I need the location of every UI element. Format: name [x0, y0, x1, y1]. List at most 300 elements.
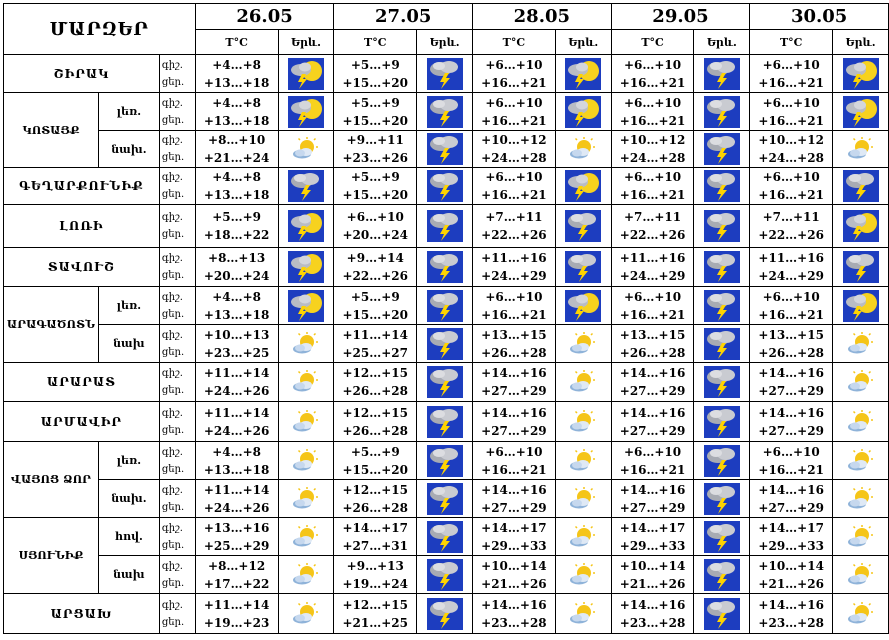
- region-row: [4, 402, 889, 442]
- temp-cell: [611, 442, 694, 480]
- partly-cloudy-icon: [291, 449, 321, 473]
- period-label: գիշ.: [161, 135, 183, 146]
- weather-icon-cell: [417, 325, 473, 363]
- day-temp: +23…+28: [758, 615, 824, 630]
- day-night-labels: [159, 518, 195, 556]
- weather-icon-cell: [694, 556, 750, 594]
- night-temp: +11…+16: [758, 251, 824, 265]
- temp-cell: [611, 363, 694, 402]
- day-temp: +27…+29: [619, 423, 686, 438]
- weather-icon-cell: [694, 325, 750, 363]
- thunderstorm-icon: [427, 521, 463, 553]
- weather-icon-cell: [555, 205, 611, 248]
- subregion-name: լեռ.: [98, 287, 159, 325]
- sun-thunderstorm-icon: [288, 96, 324, 128]
- temp-cell: [195, 556, 278, 594]
- weather-icon-cell: [417, 442, 473, 480]
- weather-icon-cell: [833, 556, 889, 594]
- weather-icon-cell: [833, 93, 889, 131]
- day-temp: +24…+29: [619, 269, 686, 283]
- weather-icon-cell: [833, 55, 889, 93]
- weather-icon-cell: [694, 55, 750, 93]
- night-temp: +13…+15: [619, 327, 686, 342]
- temp-cell: [195, 168, 278, 205]
- day-temp: +13…+18: [203, 462, 270, 477]
- day-temp: +26…+28: [481, 345, 547, 360]
- thunderstorm-icon: [427, 366, 463, 398]
- thunderstorm-icon: [427, 210, 463, 242]
- date-header: 27.05: [334, 4, 473, 30]
- night-temp: +11…+14: [203, 482, 270, 497]
- thunderstorm-icon: [704, 96, 740, 128]
- night-temp: +4…+8: [212, 95, 262, 110]
- thunderstorm-icon: [427, 406, 463, 438]
- day-night-labels: [159, 325, 195, 363]
- weather-icon-cell: [694, 442, 750, 480]
- date-header: 29.05: [611, 4, 750, 30]
- weather-icon-cell: [694, 131, 750, 168]
- temp-cell: [611, 248, 694, 287]
- temp-cell: [750, 594, 833, 634]
- thunderstorm-icon: [704, 406, 740, 438]
- temp-cell: [473, 131, 556, 168]
- temp-cell: [334, 131, 417, 168]
- region-row: [4, 248, 889, 287]
- night-temp: +6…+10: [762, 170, 820, 184]
- day-temp: +27…+29: [619, 500, 686, 515]
- night-temp: +8…+12: [208, 558, 266, 573]
- night-temp: +14…+16: [619, 597, 686, 612]
- night-temp: +10…+12: [619, 133, 686, 147]
- weather-icon-cell: [833, 402, 889, 442]
- temp-cell: [750, 442, 833, 480]
- icon-col-header: Երև.: [694, 30, 750, 55]
- night-temp: +6…+10: [485, 95, 543, 110]
- weather-icon-cell: [833, 168, 889, 205]
- temp-cell: [750, 556, 833, 594]
- temp-cell: [195, 480, 278, 518]
- weather-icon-cell: [833, 594, 889, 634]
- day-temp: +27…+29: [481, 500, 547, 515]
- day-temp: +15…+20: [342, 462, 409, 477]
- weather-icon-cell: [833, 248, 889, 287]
- night-temp: +14…+17: [758, 520, 824, 535]
- icon-col-header: Երև.: [833, 30, 889, 55]
- weather-icon-cell: [278, 168, 334, 205]
- day-night-labels: [159, 205, 195, 248]
- partly-cloudy-icon: [568, 137, 598, 161]
- night-temp: +14…+17: [481, 520, 547, 535]
- night-temp: +6…+10: [623, 95, 682, 110]
- thunderstorm-icon: [565, 210, 601, 242]
- subregion-name: նախ.: [98, 480, 159, 518]
- day-temp: +16…+21: [481, 462, 547, 477]
- period-label: գիշ.: [161, 407, 183, 419]
- thunderstorm-icon: [704, 328, 740, 360]
- temp-cell: [334, 442, 417, 480]
- weather-icon-cell: [278, 442, 334, 480]
- day-temp: +16…+21: [481, 75, 547, 90]
- day-temp: +24…+26: [203, 423, 270, 438]
- night-temp: +14…+16: [758, 482, 824, 497]
- thunderstorm-icon: [427, 133, 463, 165]
- thunderstorm-icon: [704, 290, 740, 322]
- weather-icon-cell: [417, 402, 473, 442]
- temp-col-header: T°C: [334, 30, 417, 55]
- temp-cell: [750, 402, 833, 442]
- weather-icon-cell: [417, 93, 473, 131]
- thunderstorm-icon: [704, 559, 740, 591]
- day-temp: +27…+29: [481, 423, 547, 438]
- temp-cell: [334, 402, 417, 442]
- thunderstorm-icon: [704, 366, 740, 398]
- night-temp: +11…+14: [203, 597, 270, 612]
- night-temp: +12…+15: [342, 482, 409, 497]
- period-label: գիշ.: [161, 212, 183, 223]
- period-label: ցեր.: [161, 229, 185, 240]
- weather-icon-cell: [417, 518, 473, 556]
- thunderstorm-icon: [427, 96, 463, 128]
- day-temp: +22…+26: [758, 228, 824, 242]
- region-name: ՎԱՅՈՑ ՁՈՐ: [4, 442, 99, 518]
- temp-cell: [195, 93, 278, 131]
- date-header: 28.05: [473, 4, 612, 30]
- day-temp: +24…+28: [619, 151, 686, 165]
- temp-cell: [195, 131, 278, 168]
- temp-cell: [611, 93, 694, 131]
- period-label: ցեր.: [161, 385, 185, 396]
- thunderstorm-icon: [704, 210, 740, 242]
- day-temp: +27…+29: [758, 423, 824, 438]
- temp-cell: [334, 594, 417, 634]
- temp-cell: [750, 287, 833, 325]
- temp-cell: [195, 325, 278, 363]
- day-temp: +16…+21: [619, 188, 686, 202]
- day-temp: +18…+22: [203, 228, 270, 242]
- day-night-labels: [159, 363, 195, 402]
- day-temp: +22…+26: [481, 228, 547, 242]
- weather-icon-cell: [417, 594, 473, 634]
- day-temp: +21…+26: [481, 576, 547, 591]
- region-name: ԱՐԱՐԱՏ: [4, 363, 160, 402]
- partly-cloudy-icon: [846, 449, 876, 473]
- temp-cell: [473, 248, 556, 287]
- temp-cell: [334, 248, 417, 287]
- temp-col-header: T°C: [473, 30, 556, 55]
- day-night-labels: [159, 168, 195, 205]
- weather-icon-cell: [555, 402, 611, 442]
- period-label: գիշ.: [161, 368, 183, 379]
- temp-cell: [473, 93, 556, 131]
- night-temp: +6…+10: [485, 444, 543, 459]
- weather-icon-cell: [694, 205, 750, 248]
- night-temp: +12…+15: [342, 366, 409, 380]
- day-temp: +23…+28: [481, 615, 547, 630]
- thunderstorm-icon: [427, 598, 463, 630]
- day-temp: +26…+28: [619, 345, 686, 360]
- region-row: [4, 325, 889, 363]
- temp-col-header: T°C: [611, 30, 694, 55]
- partly-cloudy-icon: [568, 410, 598, 434]
- period-label: գիշ.: [161, 329, 183, 341]
- night-temp: +10…+14: [481, 558, 547, 573]
- day-temp: +21…+24: [203, 151, 270, 165]
- weather-icon-cell: [555, 131, 611, 168]
- partly-cloudy-icon: [568, 370, 598, 394]
- day-temp: +20…+24: [342, 228, 409, 242]
- temp-cell: [473, 168, 556, 205]
- sun-thunderstorm-icon: [843, 58, 879, 90]
- day-temp: +27…+29: [619, 384, 686, 398]
- temp-cell: [473, 325, 556, 363]
- region-row: [4, 442, 889, 480]
- temp-cell: [334, 287, 417, 325]
- weather-icon-cell: [833, 518, 889, 556]
- night-temp: +6…+10: [623, 170, 682, 184]
- sun-thunderstorm-icon: [288, 290, 324, 322]
- weather-icon-cell: [694, 93, 750, 131]
- night-temp: +5…+9: [350, 95, 400, 110]
- day-temp: +16…+21: [758, 307, 824, 322]
- weather-icon-cell: [694, 248, 750, 287]
- partly-cloudy-icon: [846, 487, 876, 511]
- temp-cell: [195, 594, 278, 634]
- weather-icon-cell: [555, 93, 611, 131]
- night-temp: +14…+16: [481, 366, 547, 380]
- temp-cell: [611, 287, 694, 325]
- period-label: ցեր.: [161, 76, 185, 88]
- day-temp: +16…+21: [758, 113, 824, 128]
- period-label: գիշ.: [161, 172, 183, 183]
- temp-cell: [195, 363, 278, 402]
- temp-cell: [473, 363, 556, 402]
- day-temp: +13…+18: [203, 113, 270, 128]
- weather-icon-cell: [555, 556, 611, 594]
- thunderstorm-icon: [427, 251, 463, 283]
- night-temp: +6…+10: [623, 289, 682, 304]
- weather-icon-cell: [278, 556, 334, 594]
- day-night-labels: [159, 594, 195, 634]
- day-temp: +16…+21: [619, 113, 686, 128]
- day-temp: +21…+25: [342, 615, 409, 630]
- temp-cell: [195, 248, 278, 287]
- day-temp: +16…+21: [619, 75, 686, 90]
- night-temp: +10…+14: [619, 558, 686, 573]
- partly-cloudy-icon: [568, 487, 598, 511]
- weather-icon-cell: [555, 442, 611, 480]
- weather-icon-cell: [555, 168, 611, 205]
- weather-icon-cell: [833, 131, 889, 168]
- day-temp: +24…+29: [481, 269, 547, 283]
- temp-col-header: T°C: [195, 30, 278, 55]
- period-label: ցեր.: [161, 616, 185, 628]
- day-temp: +25…+29: [203, 538, 270, 553]
- thunderstorm-icon: [704, 483, 740, 515]
- partly-cloudy-icon: [846, 602, 876, 626]
- day-night-labels: [159, 287, 195, 325]
- night-temp: +6…+10: [485, 289, 543, 304]
- day-temp: +26…+28: [342, 500, 409, 515]
- night-temp: +4…+8: [212, 444, 262, 459]
- region-row: [4, 131, 889, 168]
- weather-icon-cell: [833, 442, 889, 480]
- day-temp: +23…+28: [619, 615, 686, 630]
- thunderstorm-icon: [288, 170, 324, 202]
- temp-cell: [611, 55, 694, 93]
- day-night-labels: [159, 480, 195, 518]
- weather-icon-cell: [694, 480, 750, 518]
- partly-cloudy-icon: [846, 410, 876, 434]
- day-temp: +24…+28: [758, 151, 824, 165]
- temp-cell: [750, 55, 833, 93]
- sun-thunderstorm-icon: [843, 96, 879, 128]
- weather-icon-cell: [278, 205, 334, 248]
- night-temp: +9…+11: [346, 133, 404, 147]
- day-temp: +29…+33: [758, 538, 824, 553]
- night-temp: +12…+15: [342, 597, 409, 612]
- region-name: ԱՐՄԱՎԻՐ: [4, 402, 160, 442]
- partly-cloudy-icon: [291, 487, 321, 511]
- weather-icon-cell: [555, 594, 611, 634]
- day-night-labels: [159, 93, 195, 131]
- thunderstorm-icon: [704, 251, 740, 283]
- period-label: գիշ.: [161, 484, 183, 496]
- temp-cell: [611, 402, 694, 442]
- night-temp: +14…+16: [758, 366, 824, 380]
- night-temp: +5…+9: [350, 289, 400, 304]
- temp-cell: [195, 442, 278, 480]
- temp-cell: [473, 55, 556, 93]
- temp-cell: [334, 55, 417, 93]
- day-temp: +16…+21: [481, 113, 547, 128]
- region-name: ԱՐԱԳԱԾՈՏՆ: [4, 287, 99, 363]
- day-temp: +24…+28: [481, 151, 547, 165]
- day-temp: +15…+20: [342, 307, 409, 322]
- day-temp: +16…+21: [619, 462, 686, 477]
- night-temp: +10…+12: [481, 133, 547, 147]
- icon-col-header: Երև.: [555, 30, 611, 55]
- temp-cell: [334, 556, 417, 594]
- period-label: ցեր.: [161, 114, 185, 126]
- period-label: ցեր.: [161, 189, 185, 200]
- region-row: [4, 594, 889, 634]
- weather-icon-cell: [278, 287, 334, 325]
- temp-cell: [195, 402, 278, 442]
- region-row: [4, 287, 889, 325]
- temp-cell: [473, 518, 556, 556]
- region-name: ՍՅՈՒՆԻՔ: [4, 518, 99, 594]
- weather-icon-cell: [555, 480, 611, 518]
- thunderstorm-icon: [704, 133, 740, 165]
- temp-cell: [750, 93, 833, 131]
- region-name: ԿՈՏԱՅՔ: [4, 93, 99, 168]
- temp-cell: [611, 168, 694, 205]
- thunderstorm-icon: [843, 251, 879, 283]
- night-temp: +5…+9: [350, 57, 400, 72]
- thunderstorm-icon: [427, 483, 463, 515]
- temp-cell: [611, 480, 694, 518]
- region-row: [4, 556, 889, 594]
- temp-cell: [750, 248, 833, 287]
- partly-cloudy-icon: [846, 370, 876, 394]
- night-temp: +7…+11: [623, 210, 682, 224]
- partly-cloudy-icon: [291, 137, 321, 161]
- subregion-name: հով.: [98, 518, 159, 556]
- temp-cell: [334, 93, 417, 131]
- region-name: ՏԱՎՈՒՇ: [4, 248, 160, 287]
- weather-icon-cell: [833, 287, 889, 325]
- night-temp: +14…+17: [619, 520, 686, 535]
- temp-cell: [611, 556, 694, 594]
- day-temp: +19…+24: [342, 576, 409, 591]
- subregion-name: նախ.: [98, 131, 159, 168]
- weather-icon-cell: [278, 55, 334, 93]
- region-row: [4, 205, 889, 248]
- weather-icon-cell: [694, 363, 750, 402]
- table-title: ՄԱՐԶԵՐ: [4, 4, 196, 55]
- temp-cell: [750, 205, 833, 248]
- night-temp: +14…+16: [619, 482, 686, 497]
- temp-cell: [611, 518, 694, 556]
- weather-icon-cell: [417, 168, 473, 205]
- night-temp: +10…+14: [758, 558, 824, 573]
- weather-icon-cell: [417, 556, 473, 594]
- temp-cell: [473, 556, 556, 594]
- period-label: ցեր.: [161, 152, 185, 163]
- temp-cell: [750, 480, 833, 518]
- weather-icon-cell: [417, 287, 473, 325]
- day-temp: +24…+26: [203, 500, 270, 515]
- day-temp: +23…+25: [203, 345, 270, 360]
- thunderstorm-icon: [704, 170, 740, 202]
- weather-icon-cell: [278, 248, 334, 287]
- day-night-labels: [159, 556, 195, 594]
- day-temp: +16…+21: [481, 307, 547, 322]
- period-label: ցեր.: [161, 463, 185, 475]
- night-temp: +8…+10: [208, 133, 266, 147]
- region-row: [4, 480, 889, 518]
- region-name: ԱՐՑԱԽ: [4, 594, 160, 634]
- night-temp: +10…+12: [758, 133, 824, 147]
- night-temp: +5…+9: [212, 210, 262, 224]
- period-label: գիշ.: [161, 522, 183, 534]
- temp-cell: [473, 402, 556, 442]
- thunderstorm-icon: [565, 251, 601, 283]
- period-label: ցեր.: [161, 424, 185, 436]
- temp-cell: [195, 287, 278, 325]
- region-name: ԳԵՂԱՐՔՈՒՆԻՔ: [4, 168, 160, 205]
- day-temp: +29…+33: [481, 538, 547, 553]
- partly-cloudy-icon: [291, 332, 321, 356]
- temp-cell: [750, 131, 833, 168]
- temp-cell: [611, 205, 694, 248]
- night-temp: +5…+9: [350, 170, 400, 184]
- weather-icon-cell: [694, 518, 750, 556]
- partly-cloudy-icon: [291, 370, 321, 394]
- subregion-name: նախ: [98, 556, 159, 594]
- weather-icon-cell: [278, 131, 334, 168]
- weather-icon-cell: [278, 518, 334, 556]
- sun-thunderstorm-icon: [288, 58, 324, 90]
- thunderstorm-icon: [427, 170, 463, 202]
- period-label: ցեր.: [161, 308, 185, 320]
- day-temp: +24…+29: [758, 269, 824, 283]
- night-temp: +4…+8: [212, 170, 262, 184]
- night-temp: +14…+16: [481, 405, 547, 420]
- sun-thunderstorm-icon: [288, 210, 324, 242]
- weather-icon-cell: [833, 205, 889, 248]
- sun-thunderstorm-icon: [565, 96, 601, 128]
